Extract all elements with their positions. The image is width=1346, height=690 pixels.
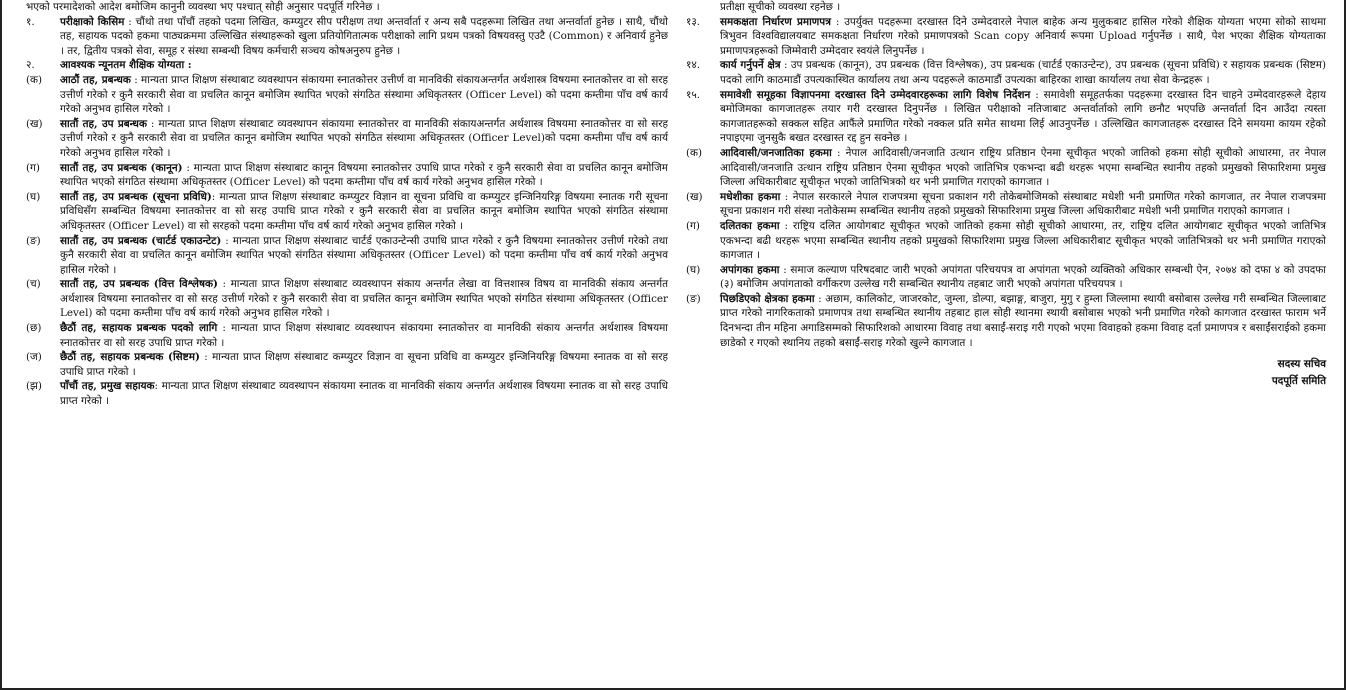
- section-text: : चौंथो तथा पाँचौं तहको पदमा लिखित, कम्प्युटर सीप परीक्षण तथा अन्तर्वार्ता र अन्य सबै पदहरूमा लिखित तथा अन्तर्वार्ता हुनेछ । साथै, चौंथो तह, सहायक पदको हकमा पाठ्यक्रममा उल्लिखित संस्थाहरूको खुला प्रतियोगितात्मक परीक्षाको लागि प्रथम पत्रको विषयवस्तु एउटै (Common) र अनिवार्य हुनेछ । तर, द्वितीय पत्रको सेवा, समूह र संस्था सम्बन्धी विषय कर्मचारी सञ्चय कोषअनुरुप हुनेछ ।: [60, 15, 668, 57]
- inclusive-group-item: [686, 263, 1326, 292]
- inclusive-group-item: [686, 219, 1326, 263]
- inclusive-section: [686, 88, 1326, 146]
- item-text: : समाज कल्याण परिषदबाट जारी भएको अपांगता परिचयपत्र वा अपांगता भएको व्यक्तिको अधिकार सम्बन्धी ऐन, २०७४ को दफा ४ को उपदफा (३) बमोजिम अपांगताको वर्गीकरण उल्लेख गरी सम्बन्धित स्थानीय तहबाट जारी भएको अपांगता परिचयपत्र ।: [720, 263, 1326, 291]
- item-text: : मान्यता प्राप्त शिक्षण संस्थाबाट व्यवस्थापन संकायमा स्नातकोत्तर वा मानविकी संकायअन्तर्गत अर्थशास्त्र विषयमा स्नातकोत्तर वा सो सरह उत्तीर्ण गरेको र कुनै सरकारी सेवा वा प्रचलित कानून बमोजिम स्थापित भएको संगठित संस्थामा अधिकृतस्तर (Officer Level)को पदमा कम्तीमा पाँच वर्ष कार्य गरेको अनुभव हासिल गरेको ।: [60, 117, 668, 159]
- item-text: : मान्यता प्राप्त शिक्षण संस्थाबाट व्यवस्थापन संकायमा स्नातक वा मानविकी संकाय अन्तर्गत अर्थशास्त्र विषयमा स्नातक वा सो सरह उपाधि प्राप्त गरेको ।: [60, 380, 668, 408]
- section-text: : उप प्रबन्धक (कानून), उप प्रबन्धक (वित्त विश्लेषक), उप प्रबन्धक (चार्टर्ड एकाउन्टेन्ट), उप प्रबन्धक (सूचना प्रविधि) र सहायक प्रबन्धक (सिष्टम) पदको लागि काठमाडौं उपत्यकास्थित कार्यालय तथा अन्य पदहरूले काठमाडौं उपत्यका बाहिरका शाखा कार्यालय तथा सेवा केन्द्रहरू ।: [720, 59, 1326, 86]
- equivalence-section: [686, 15, 1326, 59]
- item-number: १.: [26, 15, 35, 28]
- inclusive-group-item: [686, 146, 1326, 190]
- item-number: (छ): [26, 322, 42, 335]
- item-text: : मान्यता प्राप्त शिक्षण संस्थाबाट कानून विषयमा स्नातकोत्तर उपाधि प्राप्त गरेको र कुनै सरकारी सेवा वा प्रचलित कानून बमोजिम स्थापित भएको संगठित संस्थामा अधिकृतस्तर (Officer Level) को पदमा कम्तीमा पाँच वर्ष कार्य गरेको अनुभव हासिल गरेको ।: [60, 161, 668, 189]
- section-title: कार्य गर्नुपर्ने क्षेत्र: [720, 59, 781, 72]
- item-number: (च): [26, 278, 41, 291]
- section-text: : उपर्युक्त पदहरूमा दरखास्त दिने उम्मेदवारले नेपाल बाहेक अन्य मुलुकबाट हासिल गरेको शैक्षिक योग्यता भएमा सोको साथमा त्रिभुवन विश्वविद्यालयबाट समकक्षता निर्धारण गरेको प्रमाणपत्रको Scan copy अनिवार्य रूपमा Upload गर्नुपर्नेछ । साथै, पेश भएका शैक्षिक योग्यताका प्रमाणपत्रहरूको जिम्मेवारी उम्मेदवार स्वयंले लिनुपर्नेछ ।: [720, 15, 1326, 57]
- item-title: आदिवासी/जनजातिका हकमा: [720, 146, 832, 159]
- qualification-item: [26, 161, 668, 190]
- inclusive-group-item: [686, 292, 1326, 350]
- item-number: (झ): [26, 380, 42, 393]
- item-text: : नेपाल आदिवासी/जनजाति उत्थान राष्ट्रिय प्रतिष्ठान ऐनमा सूचीकृत भएको जातिको हकमा सोही सूचीको आधारमा, तर नेपाल आदिवासी/जनजाति उत्थान राष्ट्रिय प्रतिष्ठान ऐनमा सूचीकृत भएको जातिभित्र एकभन्दा बढी थरहरू भएमा सम्बन्धित स्थानीय तहको प्रमुखको सिफारिशमा प्रमुख जिल्ला अधिकारीबाट सूचीकृत भएको जातिभित्रको थर भनी प्रमाणित गराएको कागजात ।: [720, 146, 1326, 189]
- item-number: २.: [26, 59, 35, 72]
- item-title: सातौं तह, उप प्रबन्धक: [60, 117, 147, 130]
- item-title: सातौं तह, उप प्रबन्धक (सूचना प्रविधि): [60, 190, 212, 203]
- left-column: [26, 0, 668, 409]
- item-number: (ग): [686, 219, 700, 232]
- item-title: अपांगका हकमा: [720, 263, 780, 276]
- right-column: [686, 0, 1326, 390]
- item-title: छैठौं तह, सहायक प्रबन्धक पदको लागि: [60, 322, 218, 335]
- qualification-section: [26, 58, 668, 73]
- intro-text: भएको परमादेशको आदेश बमोजिम कानुनी व्यवस्था भए पश्चात् सोही अनुसार पदपूर्ति गरिनेछ ।: [26, 1, 380, 13]
- item-number: (घ): [26, 190, 41, 203]
- inclusive-group-item: [686, 190, 1326, 219]
- item-text: : मान्यता प्राप्त शिक्षण संस्थाबाट चार्टर्ड एकाउन्टेन्सी उपाधि प्राप्त गरेको र कुनै विषयमा स्नातकोत्तर उत्तीर्ण गरेको तथा कुनै सरकारी सेवा वा प्रचलित कानून बमोजिम स्थापित भएको संगठित संस्थामा अधिकृतस्तर (Officer Level) को पदमा कम्तीमा पाँच वर्ष कार्य गरेको अनुभव हासिल गरेको ।: [60, 234, 668, 276]
- item-number: १३.: [686, 15, 701, 28]
- section-text: : समावेशी समूहतर्फका पदहरूमा दरखास्त दिन चाहने उम्मेदवारहरूले देहाय बमोजिमका कागजातहरू तयार गरी दरखास्त दिनुपर्नेछ । लिखित परीक्षाको नतिजाबाट अन्तर्वार्ताको लागि छनौट भएपछि अन्तर्वार्ता दिन आउँदा त्यस्ता कागजातहरूको सक्कल सहित आफैंले प्रमाणित गरेको नक्कल प्रति समेत साथमा लिई आउनुपर्नेछ । उल्लिखित कागजातहरू दरखास्त दिने समयमा कायम रहेको नपाइएमा जुनसुकै बखत दरखास्त रद्द हुन सक्नेछ ।: [720, 88, 1326, 145]
- item-number: (ख): [686, 190, 703, 203]
- item-title: छैठौं तह, सहायक प्रबन्धक (सिष्टम): [60, 351, 200, 364]
- qualification-item: [26, 117, 668, 161]
- section-title: समावेशी समूहका विज्ञापनमा दरखास्त दिने उम्मेदवारहरूका लागि विशेष निर्देशन: [720, 88, 1031, 101]
- section-title: आवश्यक न्यूनतम शैक्षिक योग्यता :: [60, 59, 192, 72]
- work-area-section: [686, 58, 1326, 87]
- item-text: : मान्यता प्राप्त शिक्षण संस्थाबाट कम्प्युटर विज्ञान वा सूचना प्रविधि वा कम्प्युटर इन्जिनियरिङ्ग विषयमा स्नातक गरी सूचना प्रविधिसँग सम्बन्धित विषयमा स्नातकोत्तर वा सो सरह उपाधि प्राप्त गरेको र कुनै सरकारी सेवा वा प्रचलित कानून बमोजिम स्थापित भएको संगठित संस्थामा अधिकृतस्तर (Officer Level) वा सो सरहको पदमा कम्तीमा पाँच वर्ष कार्य गरेको अनुभव हासिल गरेको ।: [60, 190, 668, 232]
- qualification-item: [26, 73, 668, 117]
- item-number: (ज): [26, 351, 42, 364]
- signature-committee: पदपूर्ति समिति: [1271, 375, 1326, 388]
- qualification-item: [26, 234, 668, 278]
- qualification-item: [26, 379, 668, 408]
- item-text: : मान्यता प्राप्त शिक्षण संस्थाबाट व्यवस्थापन संकायमा स्नातकोत्तर वा मानविकी संकाय अन्तर्गत अर्थशास्त्र विषयमा स्नातकोत्तर वा सो सरह उपाधि प्राप्त गरेको ।: [60, 322, 668, 349]
- item-text: : राष्ट्रिय दलित आयोगबाट सूचीकृत भएको जातिको हकमा सोही सूचीको आधारमा, तर, राष्ट्रिय दलित आयोगबाट सूचीकृत भएको जातिभित्र एकभन्दा बढी थरहरू भएमा सम्बन्धित स्थानीय तहको प्रमुखको सिफारिशमा प्रमुख जिल्ला अधिकारीबाट सूचीकृत भएको जातिभित्रको थर भनी प्रमाणित गराएको कागजात ।: [720, 219, 1326, 262]
- item-number: (घ): [686, 263, 701, 276]
- qualification-item: [26, 277, 668, 321]
- item-title: पाँचौं तह, प्रमुख सहायक: [60, 380, 155, 393]
- inclusive-group-list: [686, 146, 1326, 350]
- top-line: प्रतीक्षा सूचीको व्यवस्था रहनेछ ।: [720, 1, 841, 13]
- item-text: : मान्यता प्राप्त शिक्षण संस्थाबाट कम्प्युटर विज्ञान वा सूचना प्रविधि वा कम्प्युटर इन्जिनियरिङ्ग विषयमा स्नातक वा सो सरह उपाधि प्राप्त गरेको ।: [60, 351, 668, 378]
- signature-title: सदस्य सचिव: [1277, 358, 1326, 371]
- item-number: १४.: [686, 59, 701, 72]
- item-text: : अछाम, कालिकोट, जाजरकोट, जुम्ला, डोल्पा, बझाङ्ग, बाजुरा, मुगु र हुम्ला जिल्लामा स्थायी बसोबास उल्लेख गरी सम्बन्धित जिल्लाबाट प्राप्त गरेको नागरिकताको प्रमाणपत्र तथा सम्बन्धित स्थानीय तहबाट हाल सोही स्थानमा स्थायी बसोबास भएको भनी प्रमाणित गरेको कागजात दरखास्त फाराम भर्ने दिनभन्दा तीन महिना अगाडिसम्मको सिफारिशको आधारमा विवाह तथा बसाईं-सराइ गरी गएको भएमा विवाहको हकमा विवाह दर्ता प्रमाणपत्र र बसाईंसराईको हकमा छाडेको र गएको स्थानिय तहको बसाईं-सराइ गरेको खुल्ने कागजात ।: [720, 292, 1326, 349]
- item-number: (ङ): [686, 292, 701, 305]
- item-text: : मान्यता प्राप्त शिक्षण संस्थाबाट व्यवस्थापन संकायमा स्नातकोत्तर उत्तीर्ण वा मानविकी संकायअन्तर्गत अर्थशास्त्र विषयमा स्नातकोत्तर वा सो सरह उत्तीर्ण गरेको र कुनै सरकारी सेवा वा प्रचलित कानून बमोजिम स्थापित भएको संगठित संस्थामा अधिकृतस्तर (Officer Level) को पदमा कम्तीमा पाँच वर्ष कार्य गरेको अनुभव हासिल गरेको ।: [60, 73, 668, 116]
- qualification-list: [26, 73, 668, 409]
- item-number: १५.: [686, 88, 701, 101]
- item-title: दलितका हकमा: [720, 219, 780, 232]
- item-number: (ख): [26, 117, 43, 130]
- item-number: (ङ): [26, 234, 41, 247]
- qualification-item: [26, 321, 668, 350]
- item-title: सातौं तह, उप प्रबन्धक (कानून): [60, 161, 183, 174]
- exam-type-section: [26, 15, 668, 59]
- item-text: : नेपाल सरकारले नेपाल राजपत्रमा सूचना प्रकाशन गरी तोकेबमोजिमको संस्थाबाट मधेशी भनी प्रमाणित गरेको कागजात, तर नेपाल राजपत्रमा सूचना प्रकाशन गरी संस्था नतोकेसम्म सम्बन्धित स्थानीय तहको प्रमुखको सिफारिशमा प्रमुख जिल्ला अधिकारीबाट मधेशी भनी प्रमाणित गराएको कागजात ।: [720, 190, 1326, 218]
- qualification-item: [26, 350, 668, 379]
- item-title: मधेशीका हकमा: [720, 190, 781, 203]
- item-title: आठौं तह, प्रबन्धक: [60, 73, 131, 86]
- item-title: सातौं तह, उप प्रबन्धक (वित्त विश्लेषक): [60, 278, 218, 291]
- section-title: परीक्षाको किसिम: [60, 15, 125, 28]
- item-number: (क): [686, 146, 703, 159]
- item-number: (क): [26, 73, 43, 86]
- signature-block: [686, 356, 1326, 390]
- section-title: समकक्षता निर्धारण प्रमाणपत्र: [720, 15, 831, 28]
- item-title: सातौं तह, उप प्रबन्धक (चार्टर्ड एकाउन्टेट): [60, 234, 222, 247]
- item-title: पिछडिएको क्षेत्रका हकमा: [720, 292, 815, 305]
- qualification-item: [26, 190, 668, 234]
- item-number: (ग): [26, 161, 40, 174]
- item-text: : मान्यता प्राप्त शिक्षण संस्थाबाट व्यवस्थापन संकाय अन्तर्गत लेखा वा वित्तशास्त्र विषय वा मानविकी संकाय अन्तर्गत अर्थशास्त्र विषयमा स्नातकोत्तर वा सो सरह उत्तीर्ण गरेको र कुनै सरकारी सेवा वा प्रचलित कानून बमोजिम स्थापित भएको संगठित संस्थामा अधिकृतस्तर (Officer Level) को पदमा कम्तीमा पाँच वर्ष कार्य गरेको अनुभव हासिल गरेको ।: [60, 278, 668, 320]
